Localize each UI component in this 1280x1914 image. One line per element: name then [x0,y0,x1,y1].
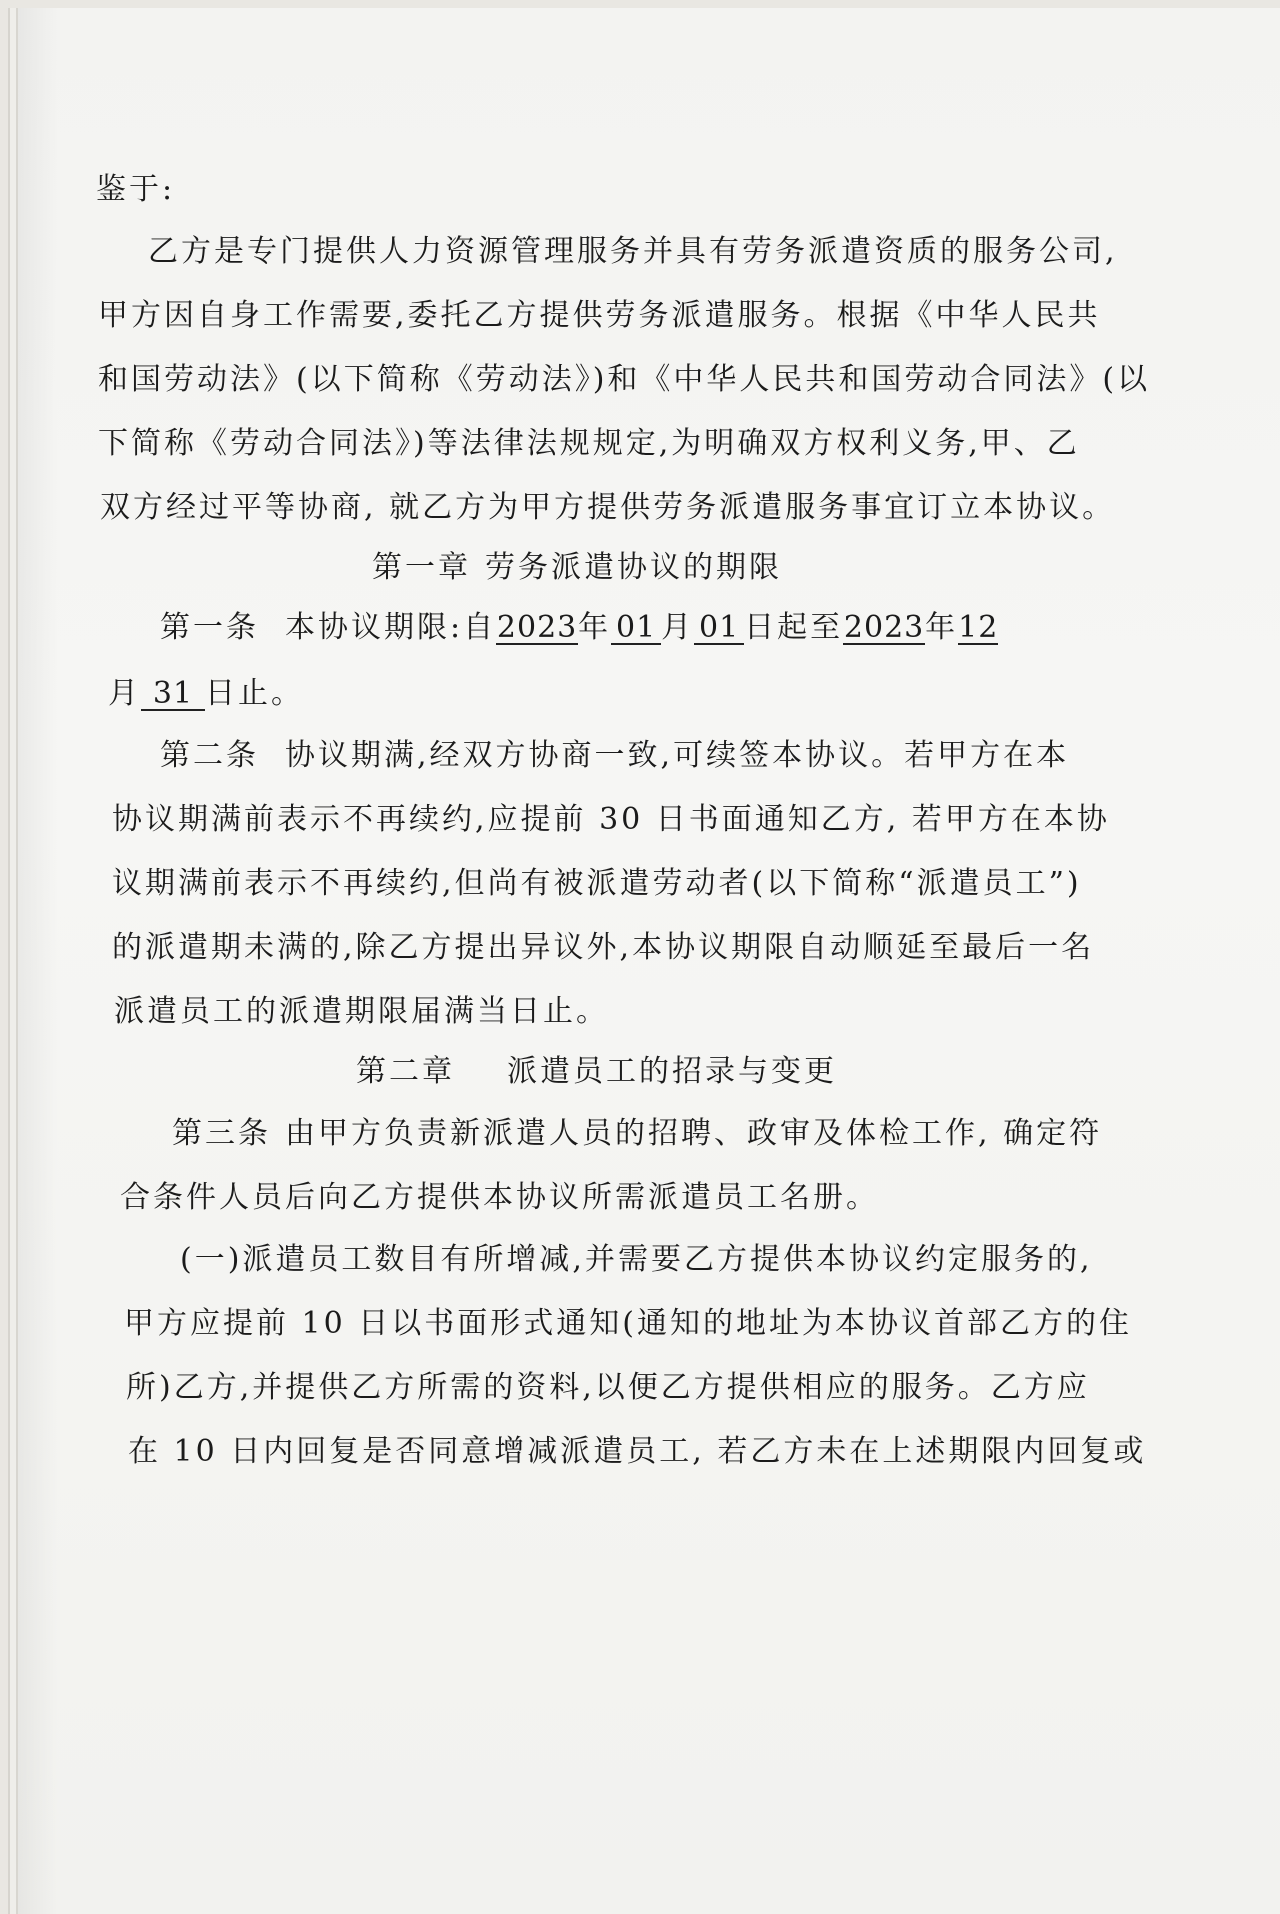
start-year-field: 2023 [496,610,578,645]
preamble-line-2: 甲方因自身工作需要,委托乙方提供劳务派遣服务。根据《中华人民共 [98,298,1101,333]
start-day-field: 01 [694,613,744,645]
chapter-1-heading [372,548,782,588]
preamble-line-1: 乙方是专门提供人力资源管理服务并具有劳务派遣资质的服务公司, [148,234,1118,269]
intro-label: 鉴于: [96,172,176,207]
article-1-text-end: 日止。 [205,676,304,711]
article-1-text-a: 本协议期限:自 [285,610,497,645]
month-char: 月 [661,610,695,645]
article-2-line-4: 的派遣期未满的,除乙方提出异议外,本协议期限自动顺延至最后一名 [112,930,1095,965]
end-month-char: 月 [108,676,141,711]
chapter-2-heading [356,1052,837,1092]
clause-1-line-4: 在 10 日内回复是否同意增减派遣员工, 若乙方未在上述期限内回复或 [128,1434,1147,1469]
preamble-line-4: 下简称《劳动合同法》)等法律法规规定,为明确双方权利义务,甲、乙 [98,426,1080,461]
article-3-line-1 [172,1114,1102,1154]
chapter-2-number: 第二章 [356,1054,455,1089]
chapter-2-title: 派遣员工的招录与变更 [507,1054,837,1089]
page-edge-shadow [18,8,58,1914]
article-1-text-b: 日起至 [744,610,844,645]
article-1-line-2 [108,674,304,714]
clause-1-line-3: 所)乙方,并提供乙方所需的资料,以便乙方提供相应的服务。乙方应 [126,1370,1090,1405]
start-month-field: 01 [611,613,661,645]
article-3-line-2: 合条件人员后向乙方提供本协议所需派遣员工名册。 [120,1180,879,1215]
article-2-label: 第二条 [160,738,259,773]
chapter-1-title: 劳务派遣协议的期限 [485,550,782,585]
article-2-line-5: 派遣员工的派遣期限届满当日止。 [114,994,609,1029]
chapter-1-number: 第一章 [372,550,471,585]
article-2-text-1: 协议期满,经双方协商一致,可续签本协议。若甲方在本 [285,738,1070,773]
year-char-2: 年 [925,610,959,645]
preamble-line-5: 双方经过平等协商, 就乙方为甲方提供劳务派遣服务事宜订立本协议。 [100,490,1116,525]
end-month-field: 12 [958,610,999,645]
article-2-line-1 [160,736,1069,776]
article-1-label: 第一条 [160,610,259,645]
preamble-line-3: 和国劳动法》(以下简称《劳动法》)和《中华人民共和国劳动合同法》(以 [98,362,1151,397]
article-3-label: 第三条 [172,1116,271,1151]
article-2-line-2: 协议期满前表示不再续约,应提前 30 日书面通知乙方, 若甲方在本协 [112,802,1110,837]
article-1-line-1 [160,608,998,648]
end-year-field: 2023 [843,610,925,645]
year-char: 年 [578,610,612,645]
article-3-text-1: 由甲方负责新派遣人员的招聘、政审及体检工作, 确定符 [285,1116,1103,1151]
clause-1-line-1: (一)派遣员工数目有所增减,并需要乙方提供本协议约定服务的, [180,1242,1093,1277]
clause-1-line-2: 甲方应提前 10 日以书面形式通知(通知的地址为本协议首部乙方的住 [124,1306,1132,1341]
end-day-field: 31 [141,679,205,711]
article-2-line-3: 议期满前表示不再续约,但尚有被派遣劳动者(以下简称“派遣员工”) [112,866,1082,901]
